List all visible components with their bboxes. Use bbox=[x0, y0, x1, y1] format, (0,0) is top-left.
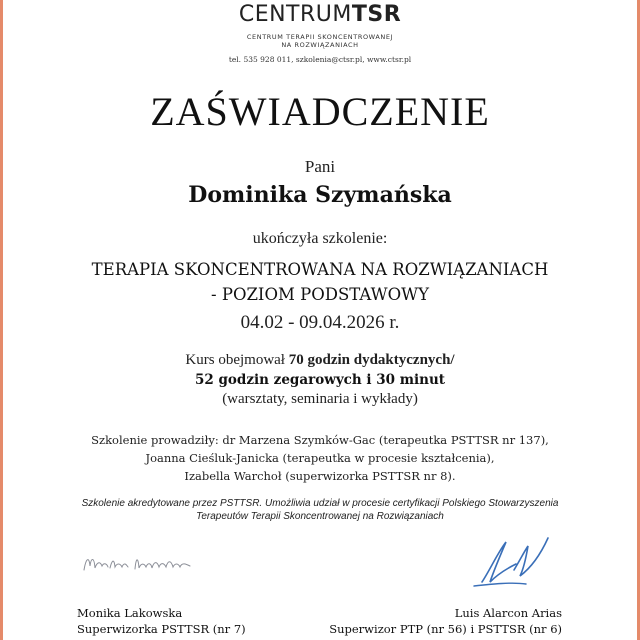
salutation: Pani bbox=[304, 157, 336, 176]
signature-left bbox=[80, 548, 200, 578]
certificate-title: ZAŚWIADCZENIE bbox=[150, 89, 490, 134]
course-name-line2: - POZIOM PODSTAWOWY bbox=[211, 285, 429, 304]
trainers-line3: Izabella Warchoł (superwizorka PSTTSR nr 8). bbox=[184, 469, 456, 483]
signature-right bbox=[468, 530, 558, 592]
contact-info: tel. 535 928 011, szkolenia@ctsr.pl, www.ctsr.pl bbox=[228, 55, 412, 64]
signer-left-role: Superwizorka PSTTSR (nr 7) bbox=[77, 622, 246, 636]
recipient-name: Dominika Szymańska bbox=[188, 182, 452, 208]
course-hours-note: (warsztaty, seminaria i wykłady) bbox=[222, 391, 418, 407]
signer-right-role: Superwizor PTP (nr 56) i PSTTSR (nr 6) bbox=[329, 622, 562, 636]
trainers-line2: Joanna Cieśluk-Janicka (terapeutka w procesie kształcenia), bbox=[145, 451, 495, 465]
signer-left-name: Monika Lakowska bbox=[77, 606, 183, 620]
logo-text-bold: TSR bbox=[351, 2, 402, 27]
accreditation-line1: Szkolenie akredytowane przez PSTTSR. Umożliwia udział w procesie certyfikacji Polskiego Stowarzyszenia bbox=[81, 498, 559, 509]
course-hours-didactic: 70 godzin dydaktycznych/ bbox=[288, 352, 455, 368]
logo-tagline-line2: NA ROZWIĄZANIACH bbox=[281, 41, 359, 49]
course-hours-clock: 52 godzin zegarowych i 30 minut bbox=[194, 372, 446, 388]
course-name-line1: TERAPIA SKONCENTROWANA NA ROZWIĄZANIACH bbox=[91, 260, 549, 279]
accreditation-line2: Terapeutów Terapii Skoncentrowanej na Rozwiązaniach bbox=[196, 511, 444, 522]
completed-text: ukończyła szkolenie: bbox=[252, 230, 388, 247]
logo-text-light: CENTRUM bbox=[238, 2, 352, 27]
course-dates: 04.02 - 09.04.2026 r. bbox=[240, 312, 400, 333]
signer-right-name: Luis Alarcon Arias bbox=[454, 606, 562, 620]
course-hours-line1 bbox=[0, 352, 640, 369]
trainers-line1: Szkolenie prowadziły: dr Marzena Szymków-Gac (terapeutka PSTTSR nr 137), bbox=[91, 433, 549, 447]
logo bbox=[0, 2, 640, 27]
logo-tagline-line1: CENTRUM TERAPII SKONCENTROWANEJ bbox=[246, 33, 394, 41]
course-hours-prefix: Kurs obejmował bbox=[185, 352, 289, 368]
